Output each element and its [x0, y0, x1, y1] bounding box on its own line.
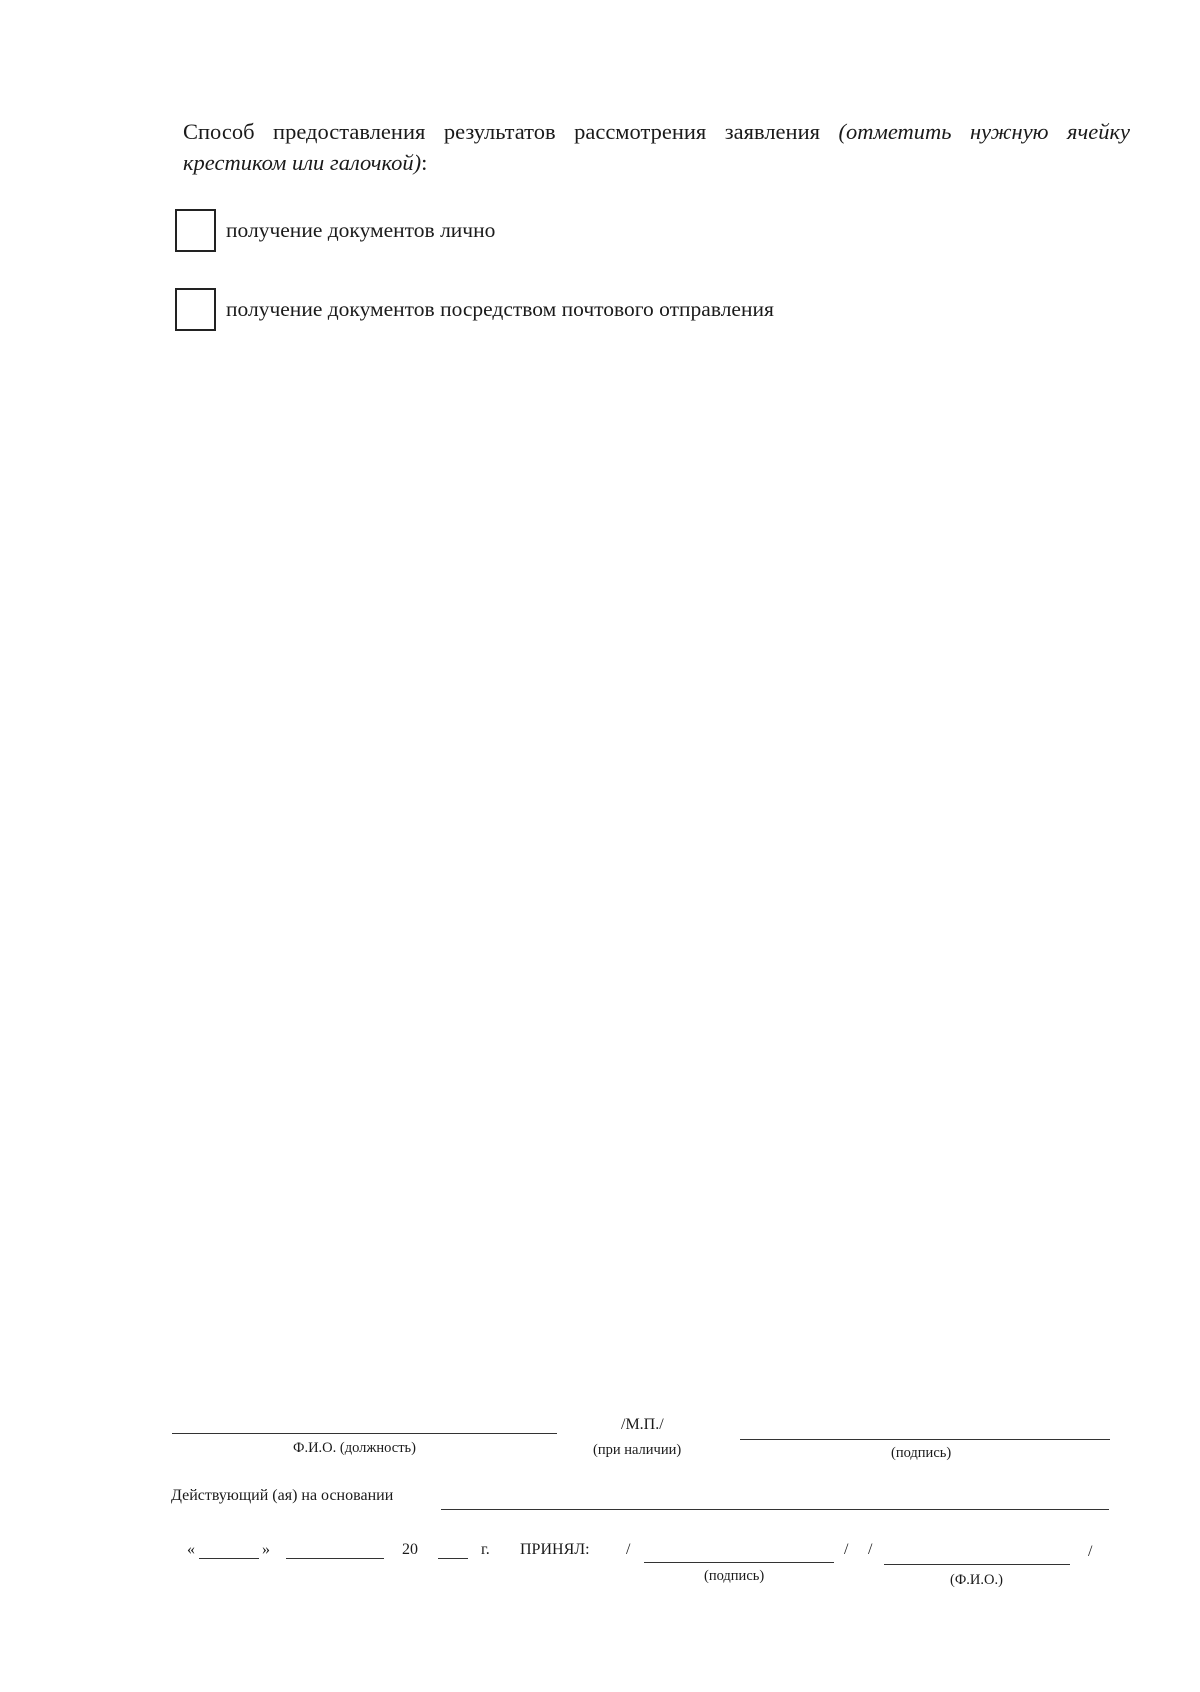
basis-line[interactable] [441, 1509, 1109, 1510]
accepted-signature-caption: (подпись) [704, 1568, 765, 1584]
option-personal-label: получение документов лично [226, 217, 496, 242]
accepted-signature-line[interactable] [644, 1562, 834, 1563]
option-personal[interactable] [175, 207, 495, 253]
intro-note: (отметить нужную ячейку крестиком или галочкой) [183, 119, 1130, 175]
date-year-line[interactable] [438, 1558, 468, 1559]
accepted-label: ПРИНЯЛ: [520, 1541, 590, 1558]
basis-label: Действующий (ая) на основании [171, 1487, 394, 1504]
stamp-mark: /М.П./ [621, 1416, 664, 1433]
option-mail[interactable] [175, 286, 774, 332]
date-month-line[interactable] [286, 1558, 384, 1559]
delivery-method-intro [183, 116, 1130, 178]
date-quote-open: « [187, 1541, 195, 1558]
slash-3: / [868, 1541, 873, 1558]
date-year-suffix: г. [481, 1541, 490, 1558]
slash-2: / [844, 1541, 849, 1558]
date-day-line[interactable] [199, 1558, 259, 1559]
accepted-fio-caption: (Ф.И.О.) [950, 1572, 1003, 1588]
fio-position-caption: Ф.И.О. (должность) [293, 1440, 417, 1456]
date-quote-close: » [262, 1541, 270, 1558]
fio-position-line[interactable] [172, 1433, 557, 1434]
option-personal-checkbox[interactable] [175, 209, 216, 252]
option-mail-label: получение документов посредством почтового отправления [226, 296, 774, 321]
stamp-caption: (при наличии) [593, 1442, 682, 1458]
date-year-prefix: 20 [402, 1541, 418, 1558]
signature-caption: (подпись) [891, 1445, 952, 1461]
slash-4: / [1088, 1543, 1093, 1560]
signature-line[interactable] [740, 1439, 1110, 1440]
intro-text: Способ предоставления результатов рассмотрения заявления [183, 119, 839, 144]
intro-end: : [421, 150, 428, 175]
accepted-fio-line[interactable] [884, 1564, 1070, 1565]
slash-1: / [626, 1541, 631, 1558]
option-mail-checkbox[interactable] [175, 288, 216, 331]
